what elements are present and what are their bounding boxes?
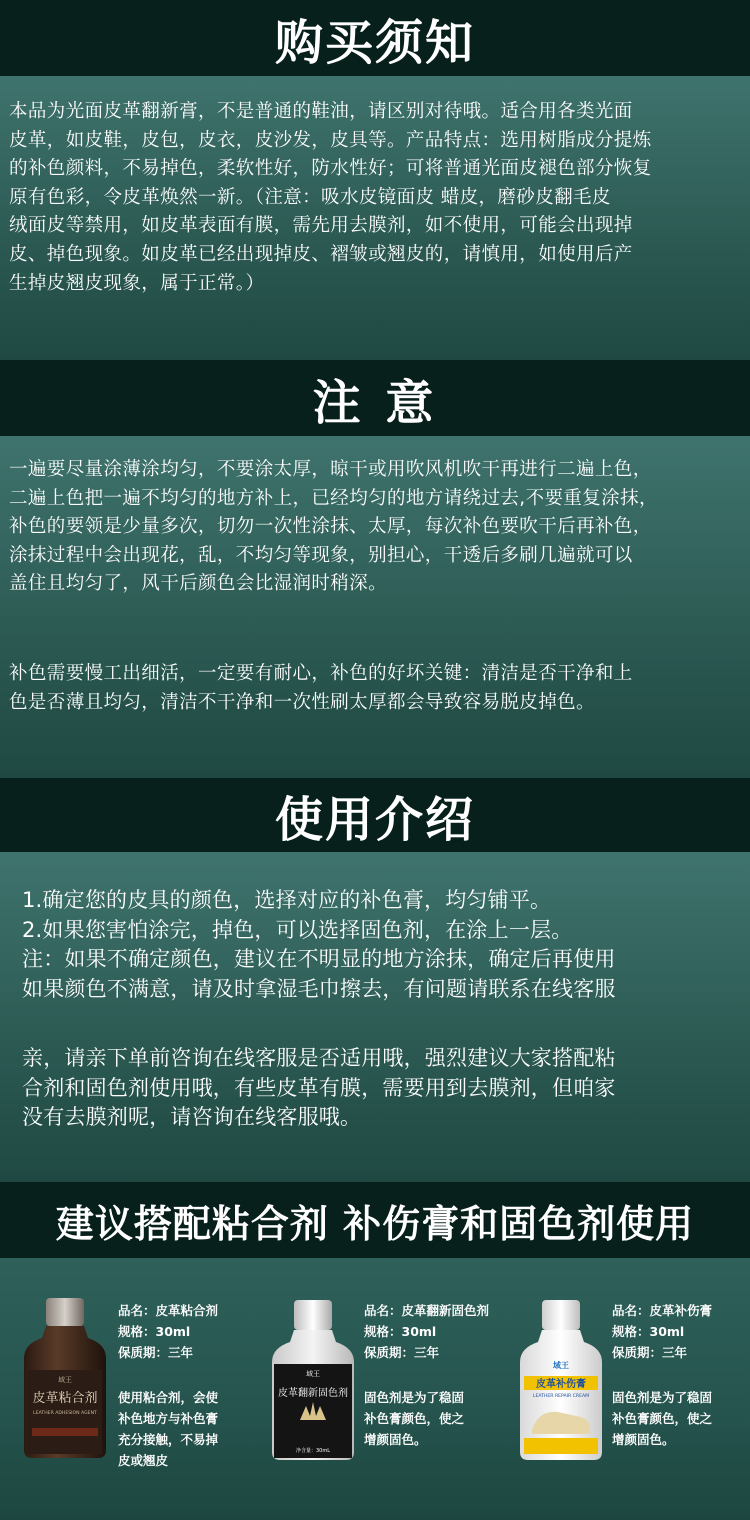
bottle-brand: 域王	[553, 1361, 569, 1370]
product-desc-line: 皮或翘皮	[118, 1453, 169, 1468]
section-header-purchase-notice	[0, 0, 750, 76]
attention-panel	[0, 436, 750, 778]
text-line: 涂抹过程中会出现花，乱，不均匀等现象，别担心，干透后多刷几遍就可以	[9, 544, 633, 566]
repair-cream-bottle-image	[518, 1300, 604, 1462]
product-desc-line: 增颜固色。	[612, 1432, 675, 1447]
recommend-panel	[0, 1258, 750, 1520]
usage-panel	[0, 852, 750, 1182]
product-shelf-life: 保质期：三年	[612, 1345, 688, 1360]
section-header-recommend	[0, 1182, 750, 1258]
text-line: 补色需要慢工出细活，一定要有耐心，补色的好坏关键：清洁是否干净和上	[9, 663, 633, 684]
text-line: 生掉皮翘皮现象，属于正常。）	[9, 272, 265, 294]
bottle-brand: 域王	[306, 1370, 320, 1378]
text-line: 本品为光面皮革翻新膏，不是普通的鞋油，请区别对待哦。适合用各类光面	[9, 101, 633, 122]
bottle-label-sub: LEATHER ADHESION AGENT	[33, 1411, 97, 1416]
purchase-notice-panel	[0, 76, 750, 360]
text-line: 2.如果您害怕涂完，掉色，可以选择固色剂，在涂上一层。	[22, 917, 573, 942]
section-header-usage	[0, 778, 750, 852]
usage-text-2	[22, 1044, 742, 1133]
text-line: 1.确定您的皮具的颜色，选择对应的补色膏，均匀铺平。	[22, 888, 552, 912]
text-line: 皮、掉色现象。如皮革已经出现掉皮、褶皱或翘皮的，请慎用，如使用后产	[9, 243, 633, 265]
product-spec: 规格：30ml	[118, 1324, 191, 1339]
product-name: 品名：皮革粘合剂	[118, 1303, 219, 1318]
bottle-label-sub: 净含量：30mL	[295, 1448, 331, 1454]
bottle-label-title: 皮革补伤膏	[536, 1379, 586, 1390]
product-desc-line: 增颜固色。	[364, 1432, 427, 1447]
adhesive-bottle-image	[22, 1298, 108, 1460]
bottle-brand: 域王	[58, 1376, 72, 1384]
text-line: 盖住且均匀了，风干后颜色会比湿润时稍深。	[9, 573, 388, 595]
product-name: 品名：皮革翻新固色剂	[364, 1303, 490, 1318]
section-title: 建议搭配粘合剂 补伤膏和固色剂使用	[55, 1201, 695, 1246]
bottle-label-sub: LEATHER REPAIR CREAM	[532, 1394, 590, 1399]
product-info-repair-cream	[612, 1300, 747, 1450]
text-line: 原有色彩，令皮革焕然一新。（注意：吸水皮镜面皮 蜡皮，磨砂皮翻毛皮	[9, 186, 611, 208]
text-line: 如果颜色不满意，请及时拿湿毛巾擦去，有问题请联系在线客服	[22, 976, 616, 1001]
product-desc-line: 补色膏颜色，使之	[364, 1411, 465, 1426]
product-name: 品名：皮革补伤膏	[612, 1303, 713, 1318]
purchase-notice-text	[9, 98, 744, 298]
text-line: 的补色颜料，不易掉色，柔软性好，防水性好；可将普通光面皮褪色部分恢复	[9, 158, 652, 180]
product-desc-line: 固色剂是为了稳固	[364, 1390, 465, 1405]
product-desc-line: 固色剂是为了稳固	[612, 1390, 713, 1405]
text-line: 补色的要领是少量多次，切勿一次性涂抹、太厚，每次补色要吹干后再补色，	[9, 516, 652, 538]
text-line: 一遍要尽量涂薄涂均匀，不要涂太厚，晾干或用吹风机吹干再进行二遍上色，	[9, 459, 652, 480]
product-shelf-life: 保质期：三年	[118, 1345, 194, 1360]
product-desc-line: 补色地方与补色膏	[118, 1411, 219, 1426]
attention-text-1	[9, 456, 747, 599]
text-line: 二遍上色把一遍不均匀的地方补上，已经均匀的地方请绕过去,不要重复涂抹，	[9, 487, 658, 509]
product-shelf-life: 保质期：三年	[364, 1345, 440, 1360]
product-desc-line: 补色膏颜色，使之	[612, 1411, 713, 1426]
attention-text-2	[9, 660, 747, 717]
bottle-label-title: 皮革粘合剂	[32, 1391, 98, 1406]
text-line: 皮革，如皮鞋，皮包，皮衣，皮沙发，皮具等。产品特点：选用树脂成分提炼	[9, 129, 652, 151]
section-title: 购买须知	[274, 14, 475, 71]
product-desc-line: 充分接触，不易掉	[118, 1432, 219, 1447]
text-line: 亲，请亲下单前咨询在线客服是否适用哦，强烈建议大家搭配粘	[22, 1046, 616, 1070]
section-title: 使用介绍	[274, 791, 475, 848]
text-line: 合剂和固色剂使用哦，有些皮革有膜，需要用到去膜剂，但咱家	[22, 1075, 616, 1100]
text-line: 色是否薄且均匀，清洁不干净和一次性刷太厚都会导致容易脱皮掉色。	[9, 691, 595, 713]
section-title: 注 意	[312, 374, 438, 431]
text-line: 注：如果不确定颜色，建议在不明显的地方涂抹，确定后再使用	[22, 947, 616, 971]
section-header-attention	[0, 360, 750, 436]
bottle-label-title: 皮革翻新固色剂	[278, 1388, 348, 1399]
product-desc-line: 使用粘合剂，会使	[118, 1390, 219, 1405]
product-info-adhesive	[118, 1300, 258, 1471]
product-spec: 规格：30ml	[364, 1324, 437, 1339]
text-line: 没有去膜剂呢，请咨询在线客服哦。	[22, 1105, 362, 1129]
text-line: 绒面皮等禁用，如皮革表面有膜，需先用去膜剂，如不使用，可能会出现掉	[9, 215, 633, 237]
product-spec: 规格：30ml	[612, 1324, 685, 1339]
usage-text-1	[22, 886, 742, 1004]
product-info-fixative	[364, 1300, 514, 1450]
fixative-bottle-image	[270, 1300, 356, 1462]
